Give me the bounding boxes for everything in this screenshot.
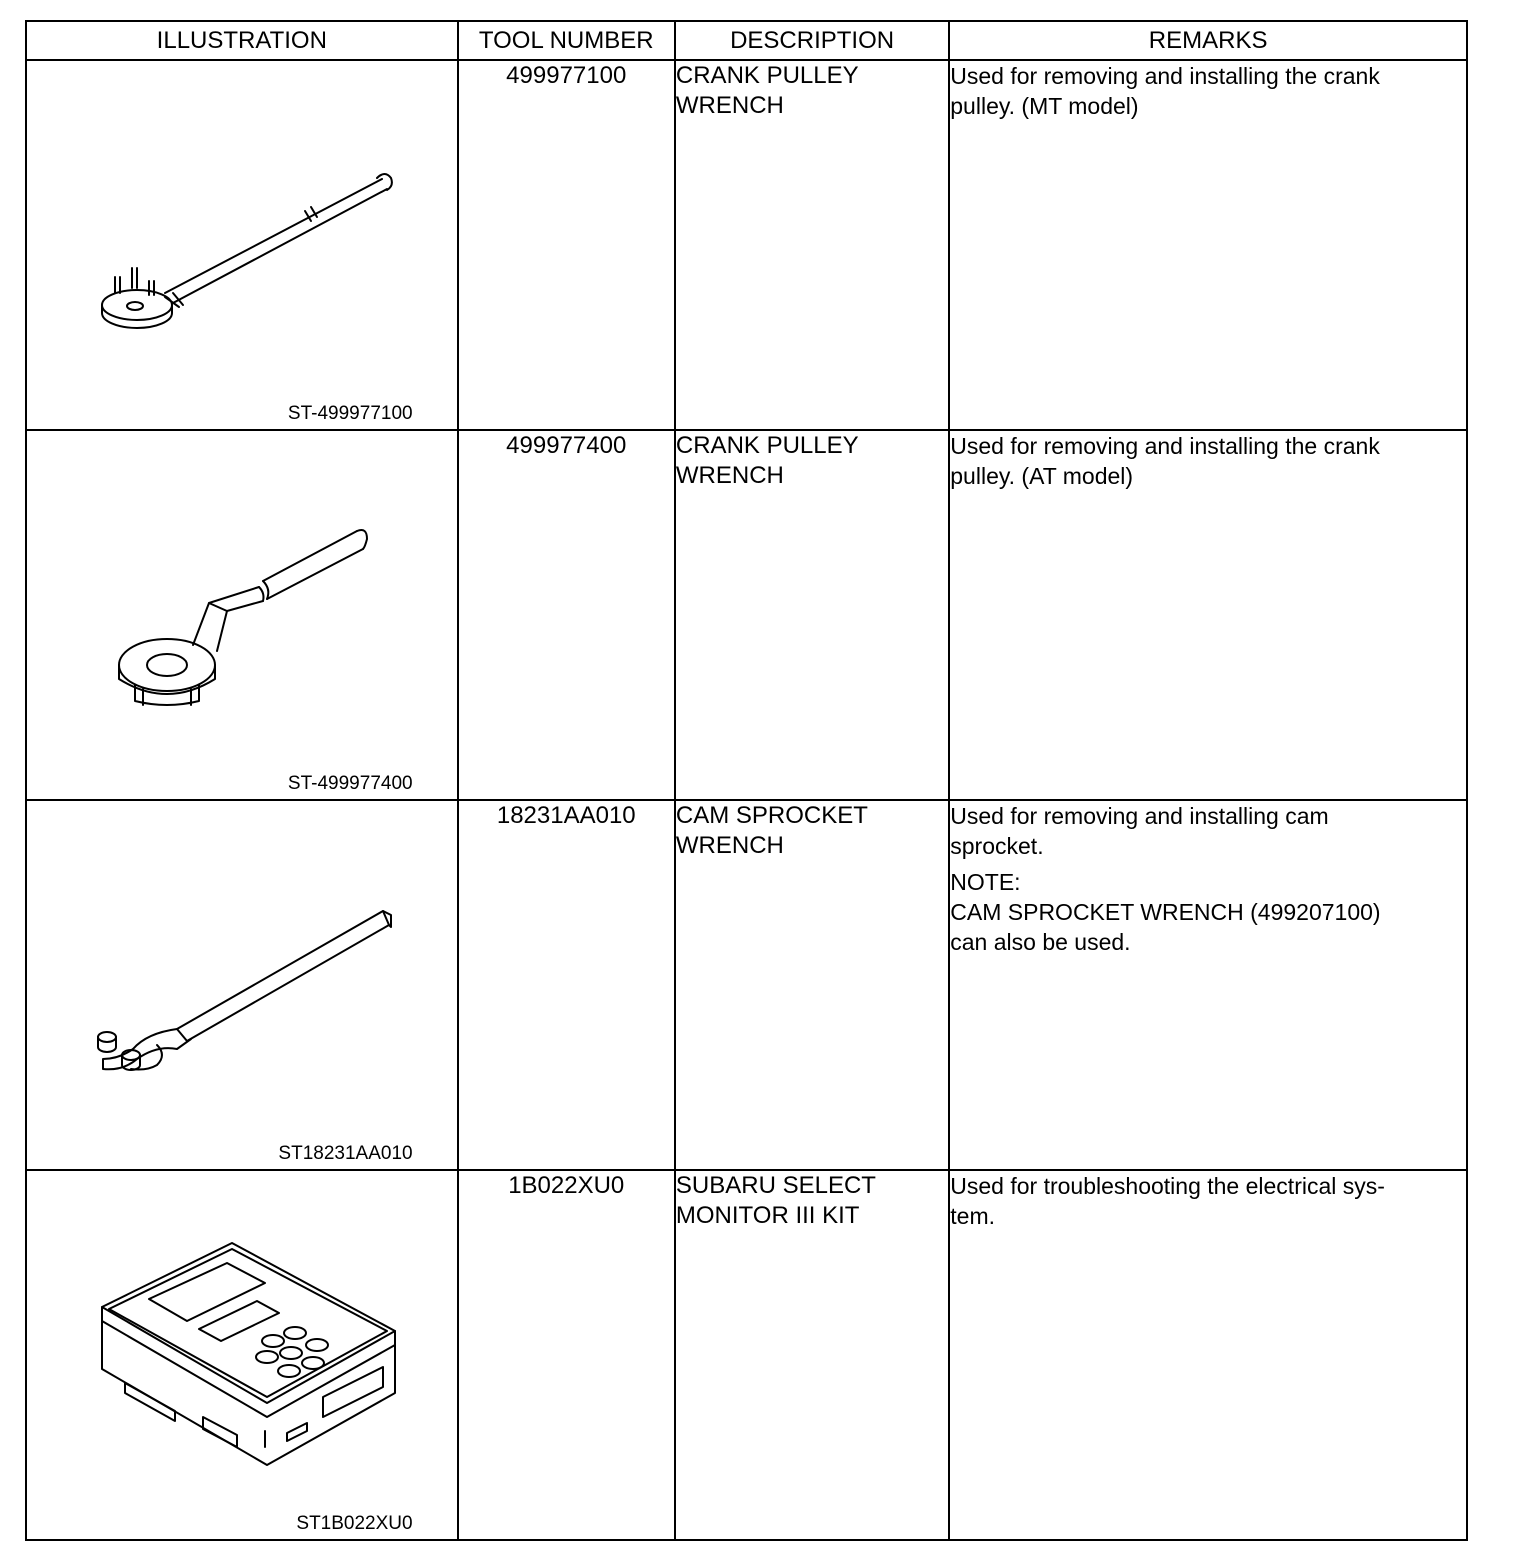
note-line: CAM SPROCKET WRENCH (499207100) [950, 899, 1381, 925]
remarks-line: Used for removing and installing the crank [950, 63, 1380, 89]
remarks-line: pulley. (AT model) [950, 463, 1134, 489]
description-line: CRANK PULLEY [675, 432, 859, 459]
table-row [26, 430, 1467, 800]
remarks-line: Used for removing and installing the crank [950, 433, 1380, 459]
remarks-cell [949, 1170, 1467, 1540]
illustration-cell [26, 800, 458, 1170]
description-line: CAM SPROCKET [675, 802, 868, 829]
crank-pulley-wrench-mt-illustration [27, 61, 458, 429]
description-cell [675, 60, 949, 430]
description-line: MONITOR III KIT [675, 1202, 860, 1229]
cam-sprocket-wrench-illustration [27, 801, 458, 1169]
illustration-cell [26, 430, 458, 800]
description-line: CRANK PULLEY [675, 62, 859, 89]
description-line: WRENCH [675, 92, 784, 119]
illustration-cell [26, 1170, 458, 1540]
illustration-code: ST1B022XU0 [296, 1513, 413, 1534]
description-line: SUBARU SELECT [675, 1172, 876, 1199]
illustration-cell [26, 60, 458, 430]
remarks-line: sprocket. [950, 833, 1044, 859]
description-cell [675, 1170, 949, 1540]
table-row [26, 1170, 1467, 1540]
description-line: WRENCH [675, 462, 784, 489]
tool-number-cell: 499977100 [458, 60, 675, 430]
remarks-line: Used for troubleshooting the electrical sys- [950, 1173, 1385, 1199]
crank-pulley-wrench-at-illustration [27, 431, 458, 799]
header-illustration: ILLUSTRATION [26, 21, 458, 60]
tool-number-cell: 18231AA010 [458, 800, 675, 1170]
tool-number-cell: 499977400 [458, 430, 675, 800]
description-cell [675, 430, 949, 800]
table-header-row [26, 21, 1467, 60]
description-line: WRENCH [675, 832, 784, 859]
select-monitor-kit-illustration [27, 1171, 458, 1539]
table-row [26, 800, 1467, 1170]
illustration-code: ST-499977100 [287, 403, 413, 424]
remarks-line: pulley. (MT model) [950, 93, 1139, 119]
note-label: NOTE: [950, 869, 1021, 895]
illustration-code: ST18231AA010 [278, 1143, 413, 1164]
description-cell [675, 800, 949, 1170]
table-row [26, 60, 1467, 430]
header-remarks: REMARKS [949, 21, 1467, 60]
tool-number-cell: 1B022XU0 [458, 1170, 675, 1540]
remarks-cell [949, 430, 1467, 800]
header-tool-number: TOOL NUMBER [458, 21, 675, 60]
special-tools-table [25, 20, 1468, 1541]
note-line: can also be used. [950, 929, 1131, 955]
remarks-line: tem. [950, 1203, 995, 1229]
remarks-cell [949, 800, 1467, 1170]
remarks-cell [949, 60, 1467, 430]
header-description: DESCRIPTION [675, 21, 949, 60]
illustration-code: ST-499977400 [287, 773, 413, 794]
remarks-line: Used for removing and installing cam [950, 803, 1329, 829]
